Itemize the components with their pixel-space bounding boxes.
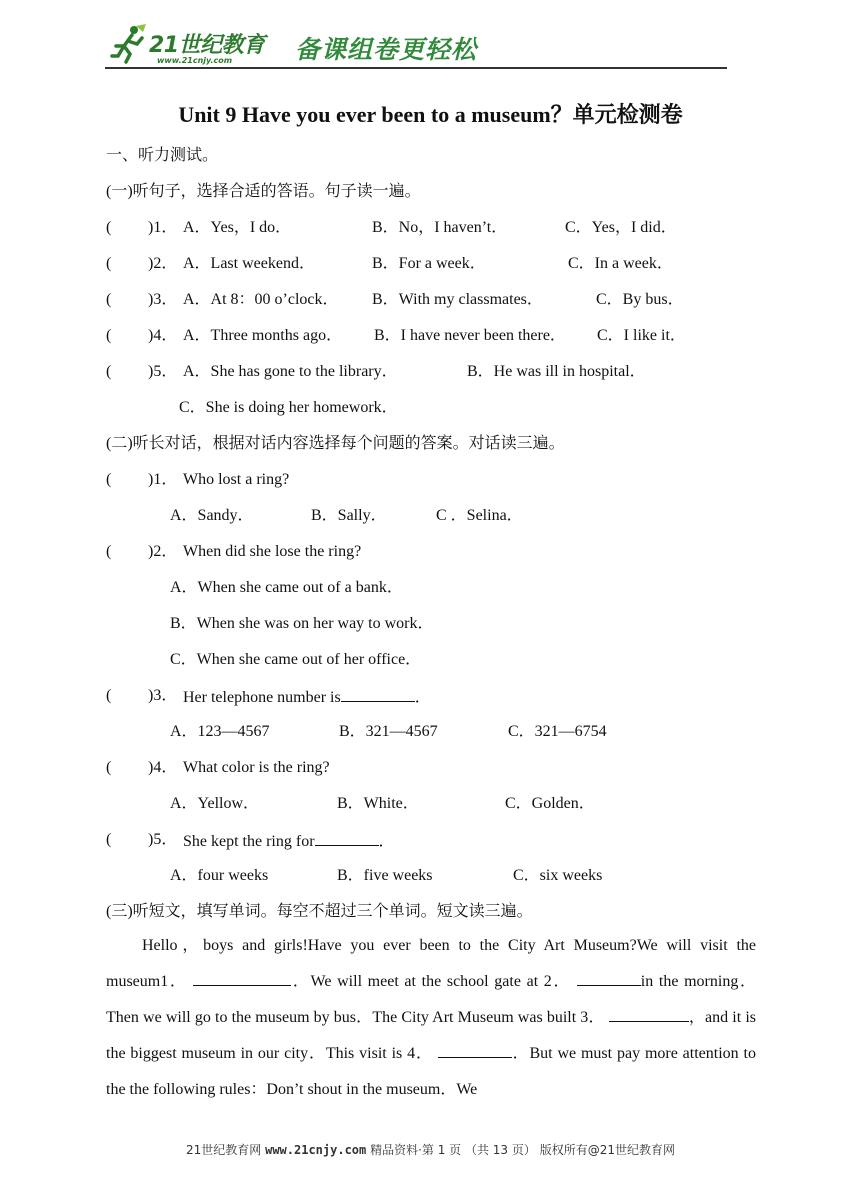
question-text: Who lost a ring?	[183, 471, 290, 488]
option-a: A．four weeks	[170, 867, 269, 884]
passage-sentence: ．We will meet at the school gate at 2．	[291, 973, 572, 990]
header-slogan: 备课组卷更轻松	[295, 35, 478, 64]
answer-paren: (	[106, 471, 112, 488]
answer-paren: (	[106, 363, 112, 380]
passage	[106, 928, 756, 1108]
question-text	[183, 830, 395, 852]
answer-blank[interactable]	[438, 1042, 512, 1058]
option-b: B．five weeks	[337, 867, 433, 884]
option-c: C．In a week．	[568, 255, 673, 272]
passage-text	[106, 928, 756, 1108]
passage-sentence: Hello，boys and girls!Have you ever been to the City Art Museum?We will visit the museum1．	[106, 937, 756, 990]
question-number: )3．	[148, 687, 178, 704]
option-c: C．Yes，I did．	[565, 219, 677, 236]
logo-url[interactable]: www.21cnjy.com	[157, 56, 233, 65]
answer-blank[interactable]	[193, 970, 291, 986]
logo-text: 21世纪教育	[149, 33, 265, 58]
answer-paren: (	[106, 687, 112, 704]
question-prompt: Her telephone number is	[183, 689, 341, 706]
option-a: A．At 8：00 o’clock．	[183, 291, 339, 308]
answer-paren: (	[106, 291, 112, 308]
option-c: C．She is doing her homework．	[179, 399, 398, 416]
option-a: A．Last weekend．	[183, 255, 315, 272]
passage-sentence: in the morning．Then we will go to the museum by bus．The City Art Museum was built 3．	[106, 973, 756, 1026]
question-number: )5．	[148, 363, 178, 380]
option-b: B．With my classmates．	[372, 291, 543, 308]
answer-paren: (	[106, 759, 112, 776]
question-text: What color is the ring?	[183, 759, 330, 776]
page-header	[105, 22, 727, 72]
question-number: )1．	[148, 219, 178, 236]
question-end: ．	[414, 689, 431, 706]
page-title: Unit 9 Have you ever been to a museum？单元检测卷	[178, 102, 683, 127]
option-a: A．Yes，I do．	[183, 219, 292, 236]
question-number: )2．	[148, 543, 178, 560]
option-c: C ．Selina．	[436, 507, 523, 524]
option-c: C．By bus．	[596, 291, 684, 308]
option-c: C．321—6754	[508, 723, 607, 740]
answer-paren: (	[106, 219, 112, 236]
footer-copyright: 精品资料·第 1 页 （共 13 页） 版权所有@21世纪教育网	[370, 1143, 675, 1157]
passage-sentence: ．But we must pay more attention to the the following rules：Don’t shout in the museum．We	[106, 1045, 756, 1098]
question-number: )2．	[148, 255, 178, 272]
question-prompt: She kept the ring for	[183, 833, 315, 850]
option-b: B．For a week．	[372, 255, 486, 272]
footer-url[interactable]: www.21cnjy.com	[265, 1143, 367, 1157]
passage-sentence: ，and it is the biggest museum in our city．This visit is 4．	[106, 1009, 756, 1062]
option-a: A．Yellow．	[170, 795, 260, 812]
option-b: B．Sally．	[311, 507, 387, 524]
section-heading: 一、听力测试。	[106, 147, 219, 164]
question-end: ．	[378, 833, 395, 850]
runner-logo-icon	[110, 24, 148, 64]
option-b: B．No，I haven’t．	[372, 219, 508, 236]
question-text: When did she lose the ring?	[183, 543, 362, 560]
question-text	[183, 686, 431, 708]
footer-site-name: 21世纪教育网	[186, 1143, 262, 1157]
question-number: )5．	[148, 831, 178, 848]
header-divider	[105, 67, 727, 69]
part3-heading: (三)听短文，填写单词。每空不超过三个单词。短文读三遍。	[106, 903, 533, 920]
option-b: B．He was ill in hospital．	[467, 363, 646, 380]
option-a: A．123—4567	[170, 723, 270, 740]
answer-blank[interactable]	[341, 686, 415, 702]
option-b: B．When she was on her way to work．	[170, 615, 434, 632]
option-b: B．321—4567	[339, 723, 438, 740]
answer-paren: (	[106, 543, 112, 560]
answer-paren: (	[106, 327, 112, 344]
option-b: B．White．	[337, 795, 419, 812]
option-c: C．six weeks	[513, 867, 603, 884]
part1-heading: (一)听句子，选择合适的答语。句子读一遍。	[106, 183, 421, 200]
answer-paren: (	[106, 831, 112, 848]
option-c: C．Golden．	[505, 795, 595, 812]
option-a: A．She has gone to the library．	[183, 363, 398, 380]
answer-paren: (	[106, 255, 112, 272]
answer-blank[interactable]	[315, 830, 379, 846]
part2-heading: (二)听长对话，根据对话内容选择每个问题的答案。对话读三遍。	[106, 435, 565, 452]
option-b: B．I have never been there．	[374, 327, 566, 344]
page-footer	[0, 1141, 861, 1158]
answer-blank[interactable]	[577, 970, 641, 986]
question-number: )4．	[148, 759, 178, 776]
option-c: C．I like it．	[597, 327, 686, 344]
option-a: A．Sandy．	[170, 507, 254, 524]
option-a: A．When she came out of a bank．	[170, 579, 403, 596]
option-a: A．Three months ago．	[183, 327, 343, 344]
option-c: C．When she came out of her office．	[170, 651, 422, 668]
question-number: )3．	[148, 291, 178, 308]
question-number: )4．	[148, 327, 178, 344]
question-number: )1．	[148, 471, 178, 488]
answer-blank[interactable]	[609, 1006, 689, 1022]
